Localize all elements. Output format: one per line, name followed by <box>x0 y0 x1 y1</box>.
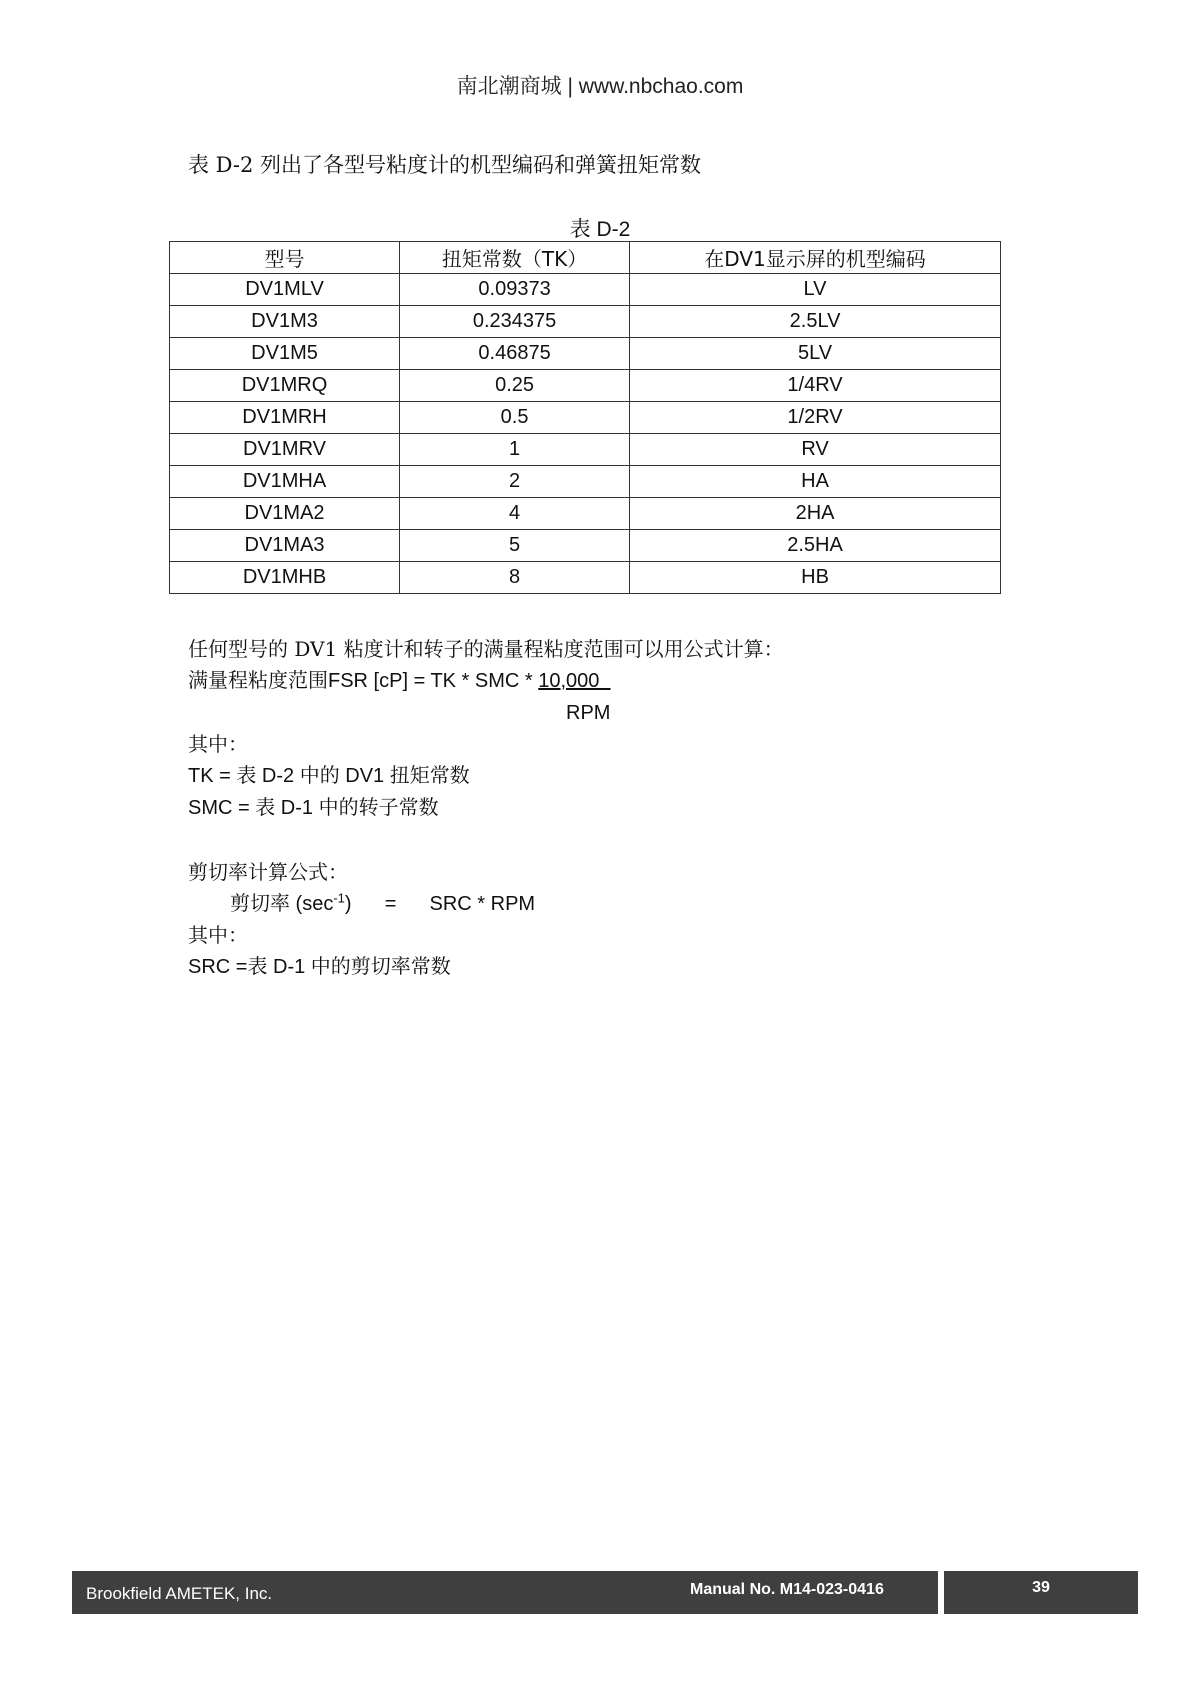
cell-model: DV1M5 <box>170 338 400 370</box>
table-row <box>170 402 1001 434</box>
shear-rate-where: 其中： <box>188 923 248 947</box>
table-row <box>170 338 1001 370</box>
shear-rate-formula <box>230 892 535 916</box>
cell-model: DV1M3 <box>170 306 400 338</box>
cell-code: 2HA <box>630 498 1001 530</box>
table-row <box>170 306 1001 338</box>
table-row <box>170 498 1001 530</box>
shear-rate-title: 剪切率计算公式： <box>188 860 348 884</box>
cell-model: DV1MRH <box>170 402 400 434</box>
page-number: 39 <box>1032 1579 1050 1596</box>
cell-model: DV1MLV <box>170 274 400 306</box>
fsr-where: 其中： <box>188 732 248 756</box>
table-row <box>170 562 1001 594</box>
fsr-denominator: RPM <box>566 702 611 724</box>
header-model: 型号 <box>170 242 400 274</box>
shear-rate-rhs: SRC * RPM <box>429 893 536 915</box>
cell-tk: 5 <box>400 530 630 562</box>
table-row <box>170 274 1001 306</box>
shear-rate-lhs: 剪切率 (sec <box>230 893 334 915</box>
fsr-formula <box>188 669 611 693</box>
cell-code: RV <box>630 434 1001 466</box>
cell-code: 2.5LV <box>630 306 1001 338</box>
footer-manual-number: Manual No. M14-023-0416 <box>690 1581 884 1598</box>
cell-tk: 0.09373 <box>400 274 630 306</box>
cell-tk: 1 <box>400 434 630 466</box>
cell-model: DV1MHB <box>170 562 400 594</box>
cell-tk: 0.234375 <box>400 306 630 338</box>
cell-code: HA <box>630 466 1001 498</box>
tk-definition: TK = 表 D-2 中的 DV1 扭矩常数 <box>188 765 470 787</box>
fsr-intro: 任何型号的 DV1 粘度计和转子的满量程粘度范围可以用公式计算： <box>188 637 784 661</box>
cell-tk: 8 <box>400 562 630 594</box>
header-display-code: 在DV1显示屏的机型编码 <box>630 242 1001 274</box>
cell-code: 5LV <box>630 338 1001 370</box>
cell-code: LV <box>630 274 1001 306</box>
table-row <box>170 530 1001 562</box>
header-torque-constant: 扭矩常数（TK） <box>400 242 630 274</box>
table-header-row <box>170 242 1001 274</box>
cell-model: DV1MHA <box>170 466 400 498</box>
torque-constant-table <box>169 241 1001 594</box>
cell-model: DV1MRV <box>170 434 400 466</box>
cell-tk: 0.46875 <box>400 338 630 370</box>
table-row <box>170 434 1001 466</box>
table-row <box>170 370 1001 402</box>
fsr-formula-label: 满量程粘度范围FSR [cP] = TK * SMC * <box>188 670 539 692</box>
table-row <box>170 466 1001 498</box>
table-caption: 表 D-2 <box>569 218 631 241</box>
cell-model: DV1MA2 <box>170 498 400 530</box>
src-definition: SRC =表 D-1 中的剪切率常数 <box>188 956 451 978</box>
cell-code: HB <box>630 562 1001 594</box>
cell-code: 1/4RV <box>630 370 1001 402</box>
cell-code: 1/2RV <box>630 402 1001 434</box>
intro-paragraph: 表 D-2 列出了各型号粘度计的机型编码和弹簧扭矩常数 <box>188 153 702 177</box>
cell-tk: 2 <box>400 466 630 498</box>
cell-model: DV1MA3 <box>170 530 400 562</box>
smc-definition: SMC = 表 D-1 中的转子常数 <box>188 797 439 819</box>
cell-tk: 4 <box>400 498 630 530</box>
footer-company: Brookfield AMETEK, Inc. <box>86 1584 273 1603</box>
cell-tk: 0.25 <box>400 370 630 402</box>
cell-model: DV1MRQ <box>170 370 400 402</box>
shear-rate-close: ) <box>344 893 352 915</box>
shear-rate-exponent: -1 <box>333 890 345 906</box>
shear-rate-equals: = <box>384 893 397 915</box>
cell-tk: 0.5 <box>400 402 630 434</box>
watermark-header: 南北潮商城 | www.nbchao.com <box>456 75 744 98</box>
cell-code: 2.5HA <box>630 530 1001 562</box>
fsr-numerator: 10,000 <box>538 670 611 692</box>
